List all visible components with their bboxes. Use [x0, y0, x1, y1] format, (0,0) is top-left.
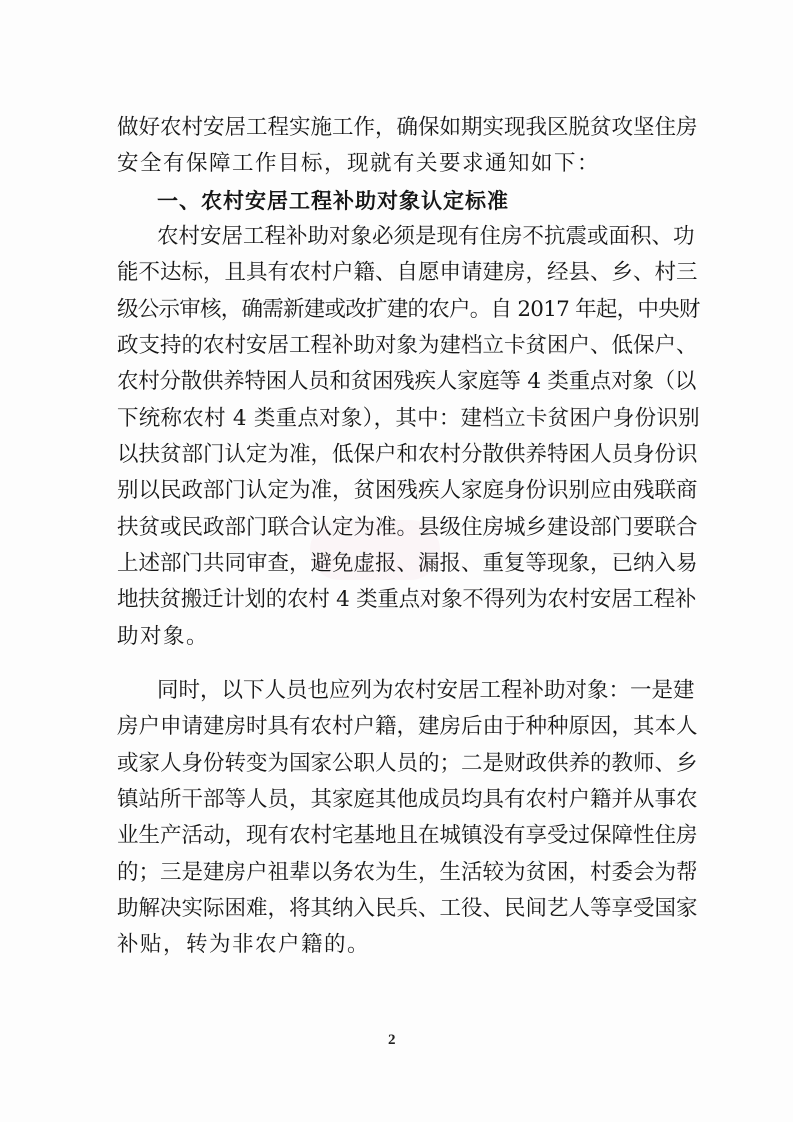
text-line-21: 的；三是建房户祖辈以务农为生，生活较为贫困，村委会为帮	[117, 860, 698, 885]
section-heading: 一、农村安居工程补助对象认定标准	[157, 189, 509, 213]
text-line-2: 安全有保障工作目标，现就有关要求通知如下：	[117, 151, 601, 176]
text-line-15: 助对象。	[117, 624, 210, 649]
text-line-10: 以扶贫部门认定为准，低保户和农村分散供养特困人员身份识	[117, 442, 698, 467]
text-line-9: 下统称农村 4 类重点对象），其中：建档立卡贫困户身份识别	[117, 406, 700, 431]
text-line-4: 农村安居工程补助对象必须是现有住房不抗震或面积、功	[157, 224, 695, 249]
text-line-6: 级公示审核，确需新建或改扩建的农户。自 2017 年起，中央财	[117, 297, 700, 322]
text-line-20: 业生产活动，现有农村宅基地且在城镇没有享受过保障性住房	[117, 823, 698, 848]
text-line-23: 补贴，转为非农户籍的。	[117, 932, 371, 957]
text-line-8: 农村分散供养特困人员和贫困残疾人家庭等 4 类重点对象（以	[117, 369, 697, 394]
text-line-7: 政支持的农村安居工程补助对象为建档立卡贫困户、低保户、	[117, 333, 698, 358]
text-line-16: 同时，以下人员也应列为农村安居工程补助对象：一是建	[157, 678, 695, 703]
text-line-22: 助解决实际困难，将其纳入民兵、工役、民间艺人等享受国家	[117, 896, 698, 921]
text-line-12: 扶贫或民政部门联合认定为准。县级住房城乡建设部门要联合	[117, 515, 698, 540]
text-line-17: 房户申请建房时具有农村户籍，建房后由于种种原因，其本人	[117, 714, 698, 739]
page-number: 2	[388, 1032, 396, 1048]
text-line-19: 镇站所干部等人员，其家庭其他成员均具有农村户籍并从事农	[117, 787, 698, 812]
text-line-11: 别以民政部门认定为准，贫困残疾人家庭身份识别应由残联商	[117, 478, 698, 503]
text-line-18: 或家人身份转变为国家公职人员的；二是财政供养的教师、乡	[117, 751, 698, 776]
text-line-14: 地扶贫搬迁计划的农村 4 类重点对象不得列为农村安居工程补	[117, 587, 697, 612]
text-line-1: 做好农村安居工程实施工作，确保如期实现我区脱贫攻坚住房	[117, 115, 698, 140]
text-line-13: 上述部门共同审查，避免虚报、漏报、重复等现象，已纳入易	[117, 551, 698, 576]
text-line-5: 能不达标，且具有农村户籍、自愿申请建房，经县、乡、村三	[117, 260, 698, 285]
